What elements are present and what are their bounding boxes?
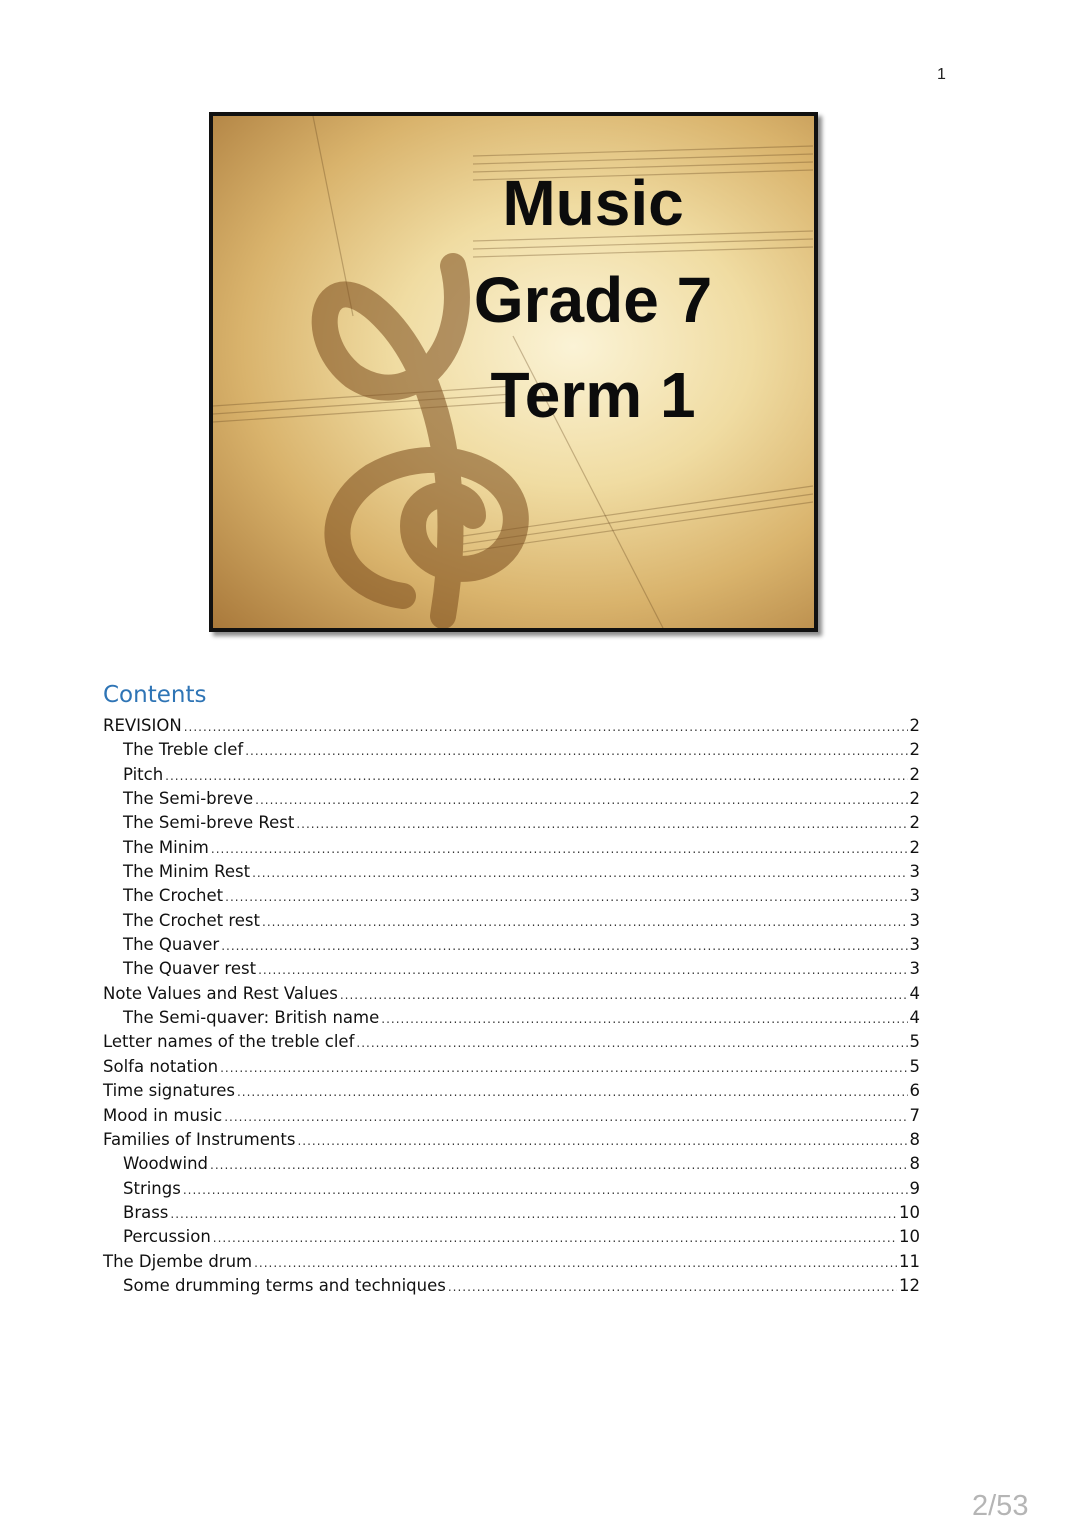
- toc-leader-dots: [224, 1110, 907, 1124]
- toc-entry-label: Families of Instruments: [103, 1129, 296, 1149]
- toc-entry-label: Brass: [123, 1202, 169, 1222]
- toc-entry-label: The Crochet: [123, 886, 224, 906]
- toc-entry-page: 2: [909, 716, 920, 735]
- toc-entry-page: 9: [909, 1178, 920, 1198]
- toc-entry[interactable]: [103, 740, 920, 764]
- toc-leader-dots: [170, 1207, 897, 1221]
- toc-leader-dots: [296, 817, 907, 831]
- toc-entry-page: 5: [909, 1032, 920, 1052]
- toc-entry-page: 2: [909, 764, 920, 784]
- toc-entry[interactable]: [103, 911, 920, 935]
- toc-entry-label: Some drumming terms and techniques: [123, 1275, 446, 1295]
- cover-title-music: Music: [502, 167, 684, 239]
- toc-leader-dots: [211, 842, 908, 856]
- toc-entry[interactable]: [103, 1276, 920, 1300]
- toc-entry[interactable]: [103, 935, 920, 959]
- page-number: 1: [937, 66, 946, 83]
- toc-leader-dots: [213, 1231, 897, 1245]
- toc-entry-label: Pitch: [123, 764, 164, 784]
- toc-entry-label: Strings: [123, 1178, 181, 1198]
- table-of-contents: [103, 716, 920, 1300]
- toc-entry-page: 3: [909, 910, 920, 930]
- toc-leader-dots: [220, 1061, 907, 1075]
- toc-entry-label: Note Values and Rest Values: [103, 983, 338, 1003]
- toc-leader-dots: [340, 988, 908, 1002]
- toc-entry-page: 2: [909, 837, 920, 857]
- toc-entry-label: Mood in music: [103, 1105, 223, 1125]
- toc-entry[interactable]: [103, 1032, 920, 1056]
- toc-leader-dots: [210, 1158, 907, 1172]
- toc-entry-label: The Minim Rest: [123, 862, 251, 882]
- toc-entry-page: 2: [909, 740, 920, 760]
- toc-leader-dots: [165, 769, 907, 783]
- toc-entry-page: 3: [909, 935, 920, 955]
- toc-entry[interactable]: [103, 1179, 920, 1203]
- toc-leader-dots: [262, 915, 907, 929]
- toc-entry-page: 4: [909, 983, 920, 1003]
- toc-leader-dots: [297, 1134, 907, 1148]
- cover-image: [209, 112, 818, 632]
- toc-entry[interactable]: [103, 813, 920, 837]
- toc-entry[interactable]: [103, 1057, 920, 1081]
- toc-entry-label: The Crochet rest: [123, 910, 261, 930]
- toc-entry-label: The Semi-breve: [123, 789, 254, 809]
- toc-entry[interactable]: [103, 765, 920, 789]
- toc-entry[interactable]: [103, 984, 920, 1008]
- toc-entry-label: The Semi-breve Rest: [123, 813, 295, 833]
- toc-leader-dots: [252, 866, 907, 880]
- toc-entry[interactable]: [103, 1130, 920, 1154]
- toc-leader-dots: [448, 1280, 897, 1294]
- toc-entry-label: Woodwind: [123, 1154, 209, 1174]
- toc-entry-page: 6: [909, 1081, 920, 1101]
- cover-title-grade: Grade 7: [473, 264, 713, 336]
- toc-entry[interactable]: [103, 1227, 920, 1251]
- toc-entry-page: 10: [899, 1227, 920, 1247]
- toc-entry-label: The Semi-quaver: British name: [123, 1008, 380, 1028]
- toc-entry[interactable]: [103, 1081, 920, 1105]
- toc-entry[interactable]: [103, 789, 920, 813]
- toc-entry-page: 3: [909, 959, 920, 979]
- contents-heading: Contents: [103, 682, 207, 708]
- toc-leader-dots: [184, 720, 908, 734]
- toc-entry-page: 11: [899, 1251, 920, 1271]
- toc-entry-page: 12: [899, 1275, 920, 1295]
- toc-entry-page: 10: [899, 1202, 920, 1222]
- toc-entry[interactable]: [103, 1252, 920, 1276]
- toc-entry-label: Percussion: [123, 1227, 211, 1247]
- toc-entry-label: REVISION: [103, 716, 182, 735]
- toc-leader-dots: [258, 963, 907, 977]
- toc-entry-label: The Quaver rest: [123, 959, 257, 979]
- toc-leader-dots: [221, 939, 907, 953]
- toc-entry-page: 8: [909, 1154, 920, 1174]
- cover-title-term: Term 1: [490, 359, 696, 431]
- toc-entry-page: 3: [909, 862, 920, 882]
- toc-entry[interactable]: [103, 1154, 920, 1178]
- toc-entry-label: The Quaver: [123, 935, 220, 955]
- toc-entry-page: 4: [909, 1008, 920, 1028]
- toc-entry[interactable]: [103, 862, 920, 886]
- toc-entry-page: 3: [909, 886, 920, 906]
- toc-leader-dots: [183, 1183, 908, 1197]
- toc-entry-label: Letter names of the treble clef: [103, 1032, 355, 1052]
- toc-leader-dots: [381, 1012, 907, 1026]
- toc-entry-label: Solfa notation: [103, 1056, 219, 1076]
- toc-leader-dots: [254, 1256, 897, 1270]
- toc-entry-page: 7: [909, 1105, 920, 1125]
- toc-leader-dots: [237, 1085, 908, 1099]
- toc-entry[interactable]: [103, 1008, 920, 1032]
- toc-entry-label: Time signatures: [103, 1081, 235, 1101]
- toc-leader-dots: [245, 744, 907, 758]
- toc-entry-label: The Djembe drum: [103, 1251, 253, 1271]
- toc-entry-page: 2: [909, 789, 920, 809]
- toc-leader-dots: [356, 1036, 907, 1050]
- toc-entry[interactable]: [103, 1203, 920, 1227]
- toc-entry[interactable]: [103, 1106, 920, 1130]
- toc-entry-page: 5: [909, 1056, 920, 1076]
- toc-entry[interactable]: [103, 959, 920, 983]
- toc-entry-page: 2: [909, 813, 920, 833]
- toc-entry[interactable]: [103, 716, 920, 740]
- toc-entry[interactable]: [103, 838, 920, 862]
- page-indicator: 2/53: [972, 1490, 1029, 1522]
- toc-leader-dots: [225, 890, 907, 904]
- toc-entry[interactable]: [103, 886, 920, 910]
- toc-leader-dots: [255, 793, 907, 807]
- toc-entry-label: The Treble clef: [123, 740, 244, 760]
- toc-entry-page: 8: [909, 1129, 920, 1149]
- toc-entry-label: The Minim: [123, 837, 209, 857]
